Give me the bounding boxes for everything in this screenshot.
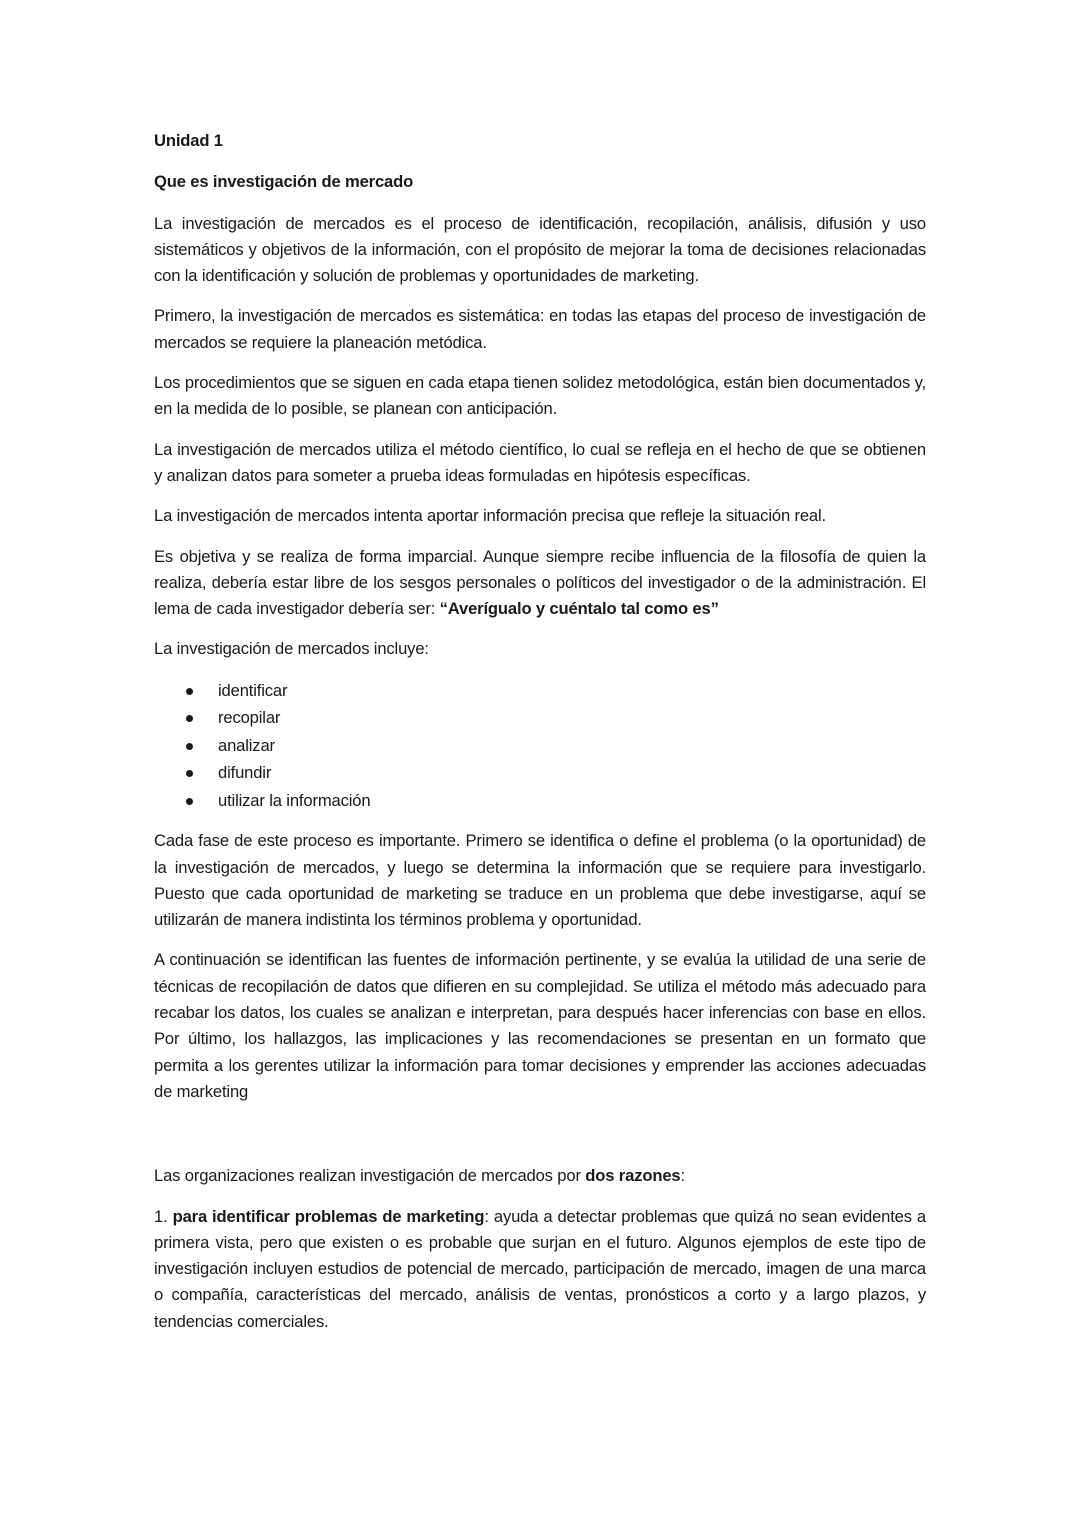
reasons-colon: :: [680, 1166, 685, 1186]
section-title: Que es investigación de mercado: [154, 172, 414, 192]
list-item: difundir: [154, 759, 926, 787]
paragraph-two-reasons: [154, 1163, 926, 1189]
reasons-bold: dos razones: [585, 1166, 681, 1186]
unit-title: Unidad 1: [154, 131, 223, 150]
list-item: utilizar la información: [154, 787, 926, 815]
paragraph-procedures: Los procedimientos que se siguen en cada etapa tienen solidez metodológica, están bien documentados y, en la medida de lo posible, se planean con anticipación.: [154, 373, 926, 419]
document-page: [154, 128, 926, 1349]
reason-title: para identificar problemas de marketing: [172, 1206, 485, 1226]
list-item: identificar: [154, 677, 926, 705]
researcher-motto: “Averígualo y cuéntalo tal como es”: [439, 599, 719, 619]
paragraph-scientific-method: La investigación de mercados utiliza el método científico, lo cual se refleja en el hecho de que se obtienen y analizan datos para someter a prueba ideas formuladas en hipótesis específicas.: [154, 439, 926, 485]
paragraph-systematic: Primero, la investigación de mercados es sistemática: en todas las etapas del proceso de investigación de mercados se requiere la planeación metódica.: [154, 306, 926, 352]
paragraph-reason-1: [154, 1204, 926, 1335]
steps-list: [154, 677, 926, 815]
reasons-text: Las organizaciones realizan investigación de mercados por: [154, 1166, 586, 1186]
paragraph-objective: [154, 544, 926, 623]
paragraph-sources: A continuación se identifican las fuentes de información pertinente, y se evalúa la utilidad de una serie de técnicas de recopilación de datos que difieren en su complejidad. Se utiliza el método más adecuado para recabar los datos, los cuales se analizan e interpretan, para después hacer inferencias con base en ellos. Por último, los hallazgos, las implicaciones y las recomendaciones se presentan en un formato que permita a los gerentes utilizar la información para tomar decisiones y emprender las acciones adecuadas de marketing: [154, 950, 926, 1101]
paragraph-definition: La investigación de mercados es el proceso de identificación, recopilación, análisis, difusión y uso sistemáticos y objetivos de la información, con el propósito de mejorar la toma de decisiones relacionadas con la identificación y solución de problemas y oportunidades de marketing.: [154, 213, 926, 286]
list-item: analizar: [154, 732, 926, 760]
paragraph-precise-info: La investigación de mercados intenta aportar información precisa que refleje la situación real.: [154, 506, 827, 526]
paragraph-includes: La investigación de mercados incluye:: [154, 639, 429, 659]
objective-text: Es objetiva y se realiza de forma imparcial. Aunque siempre recibe influencia de la filosofía de quien la realiza, debería estar libre de los sesgos personales o políticos del investigador o de la administración. El lema de cada investigador debería ser:: [154, 546, 926, 619]
paragraph-phases: Cada fase de este proceso es importante. Primero se identifica o define el problema (o la oportunidad) de la investigación de mercados, y luego se determina la información que se requiere para investigarlo. Puesto que cada oportunidad de marketing se traduce en un problema que debe investigarse, aquí se utilizarán de manera indistinta los términos problema y oportunidad.: [154, 831, 926, 930]
reason-number: 1.: [154, 1206, 173, 1226]
reason-text: : ayuda a detectar problemas que quizá no sean evidentes a primera vista, pero que existen o es probable que surjan en el futuro. Algunos ejemplos de este tipo de investigación incluyen estudios de potencial de mercado, participación de mercado, imagen de una marca o compañía, características del mercado, análisis de ventas, pronósticos a corto y a largo plazos, y tendencias comerciales.: [154, 1206, 927, 1331]
list-item: recopilar: [154, 704, 926, 732]
